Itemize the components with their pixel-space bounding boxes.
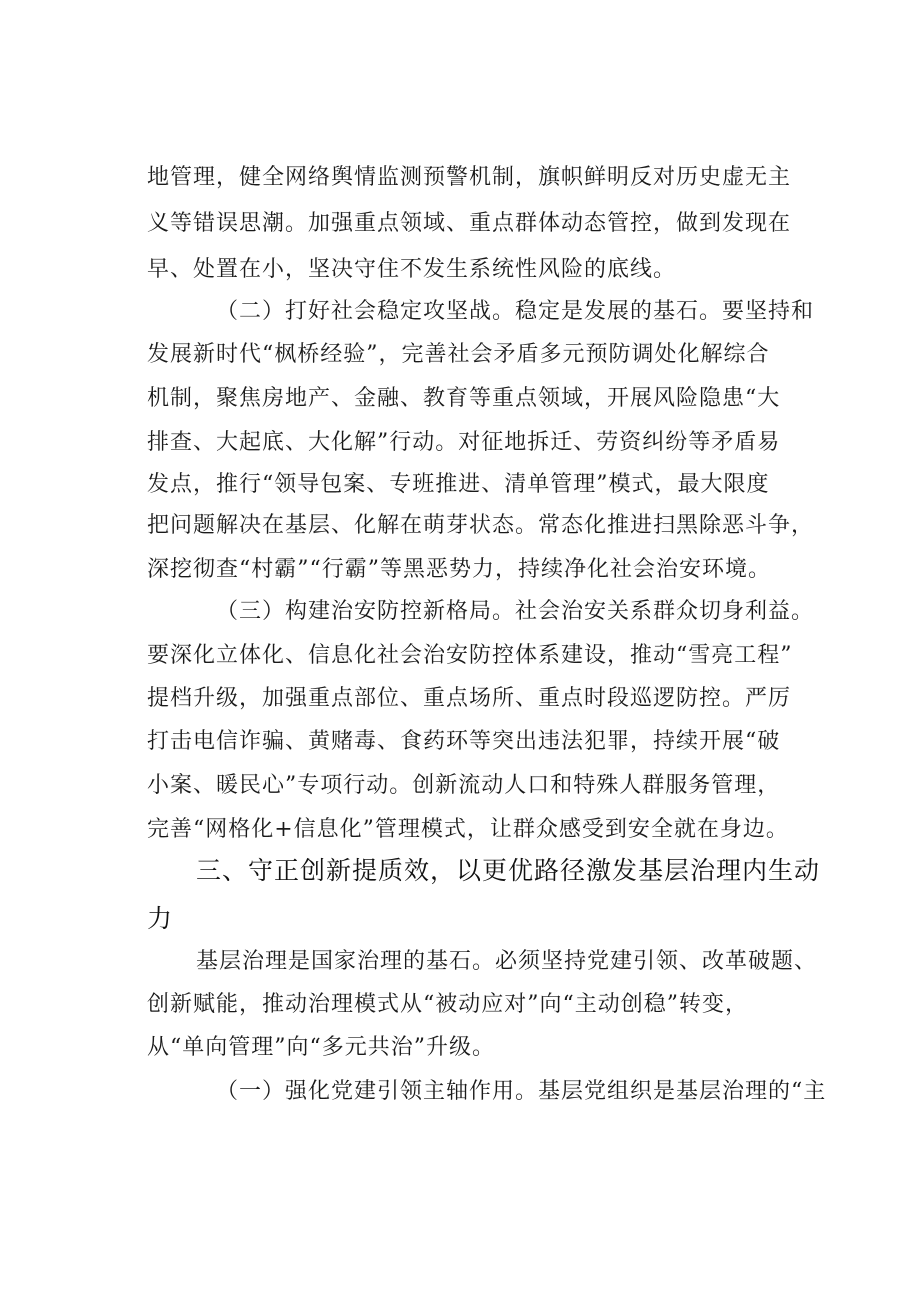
paragraph-first-line: 基层治理是国家治理的基石。必须坚持党建引领、改革破题、 bbox=[196, 949, 818, 974]
section-heading: 三、守正创新提质效，以更优路径激发基层治理内生动 bbox=[196, 856, 821, 885]
paragraph-first-line: （一）强化党建引领主轴作用。基层党组织是基层治理的“主 bbox=[216, 1079, 827, 1104]
body-text-line: 义等错误思潮。加强重点领域、重点群体动态管控，做到发现在 bbox=[147, 211, 792, 236]
body-text-line: 排查、大起底、大化解”行动。对征地拆迁、劳资纠纷等矛盾易 bbox=[147, 430, 781, 455]
body-text-line: 要深化立体化、信息化社会治安防控体系建设，推动“雪亮工程” bbox=[147, 643, 793, 668]
body-text-line: 完善“网格化+信息化”管理模式，让群众感受到安全就在身边。 bbox=[147, 817, 789, 842]
body-text-line: 地管理，健全网络舆情监测预警机制，旗帜鲜明反对历史虚无主 bbox=[147, 165, 792, 190]
body-text-line: 发展新时代“枫桥经验”，完善社会矛盾多元预防调处化解综合 bbox=[147, 342, 770, 367]
body-text-line: 从“单向管理”向“多元共治”升级。 bbox=[147, 1035, 495, 1060]
body-text-line: 早、处置在小，坚决守住不发生系统性风险的底线。 bbox=[147, 257, 677, 282]
body-text-line: 发点，推行“领导包案、专班推进、清单管理”模式，最大限度 bbox=[147, 472, 770, 497]
body-text-line: 机制，聚焦房地产、金融、教育等重点领域，开展风险隐患“大 bbox=[147, 386, 781, 411]
body-text-line: 小案、暖民心”专项行动。创新流动人口和特殊人群服务管理， bbox=[147, 773, 781, 798]
body-text-line: 提档升级，加强重点部位、重点场所、重点时段巡逻防控。严厉 bbox=[147, 686, 792, 711]
body-text-line: 深挖彻查“村霸”“行霸”等黑恶势力，持续净化社会治安环境。 bbox=[147, 557, 771, 582]
body-text-line: 打击电信诈骗、黄赌毒、食药环等突出违法犯罪，持续开展“破 bbox=[147, 729, 781, 754]
paragraph-first-line: （二）打好社会稳定攻坚战。稳定是发展的基石。要坚持和 bbox=[216, 299, 815, 324]
section-heading-continuation: 力 bbox=[147, 904, 174, 933]
body-text-line: 创新赋能，推动治理模式从“被动应对”向“主动创稳”转变， bbox=[147, 992, 748, 1017]
paragraph-first-line: （三）构建治安防控新格局。社会治安关系群众切身利益。 bbox=[216, 599, 815, 624]
body-text-line: 把问题解决在基层、化解在萌芽状态。常态化推进扫黑除恶斗争， bbox=[147, 513, 815, 538]
